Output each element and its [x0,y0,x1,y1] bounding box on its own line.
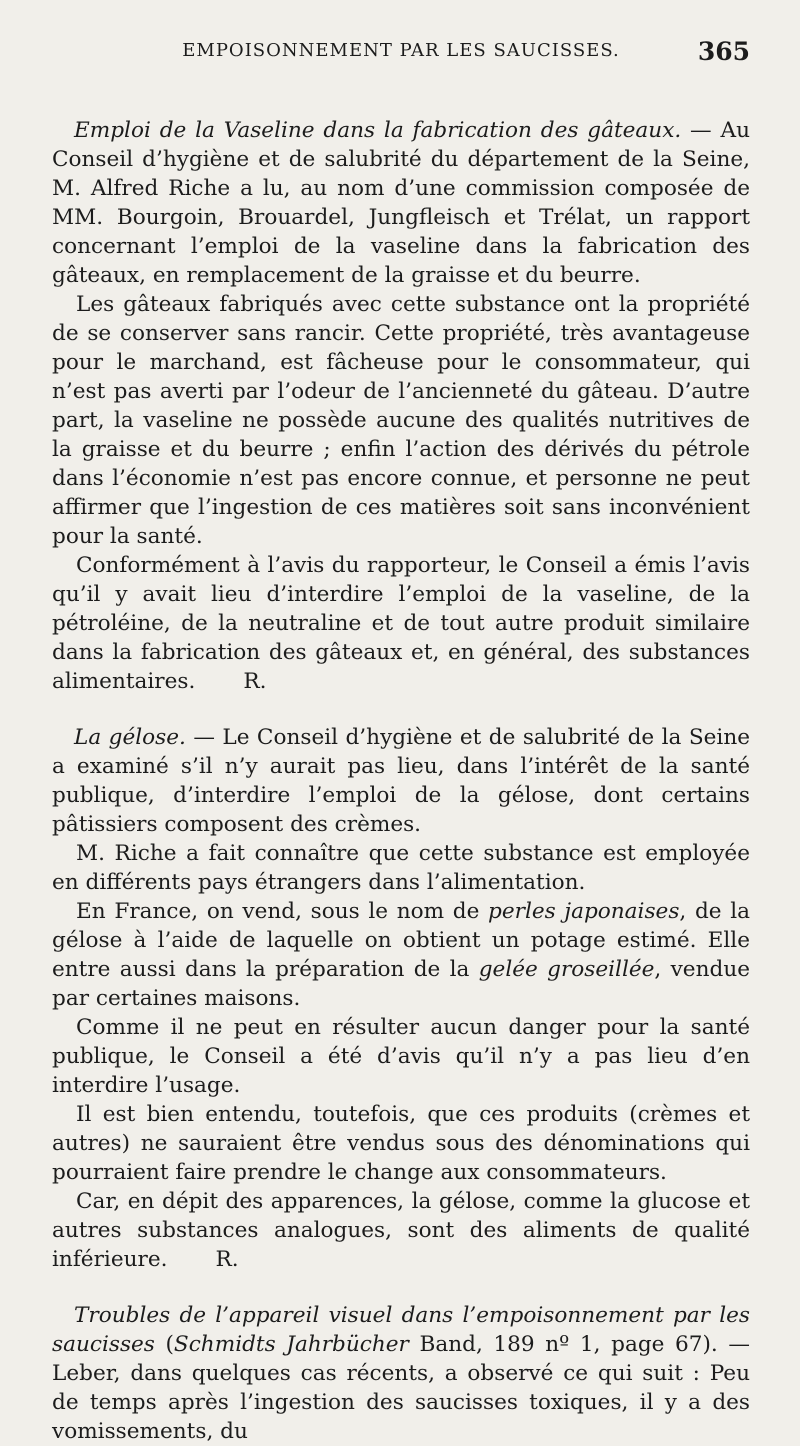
gelose-text-1: — Le Conseil d’hygiène et de salubrité de la Seine a examiné s’il n’y aurait pas lieu, dans l’intérêt de la santé publique, d’interdire l’emploi de la gélose, dont certains pâtissiers composent des crèmes. [52,725,750,837]
gelee-groseillee-term: gelée groseillée [478,957,655,982]
vaseline-text-1: — Au Conseil d’hygiène et de salubrité du département de la Seine, M. Alfred Riche a lu, au nom d’une commission composée de MM. Bourgoin, Brouardel, Jungfleisch et Trélat, un rapport concernant l’emploi de la vaseline dans la fabrication des gâteaux, en remplacement de la graisse et du beurre. [52,118,750,288]
section-troubles [52,1301,750,1446]
page-number: 365 [697,37,750,66]
gelose-text-3b: , de la gélose à l’aide de laquelle on obtient un potage estimé. Elle entre aussi dans la préparation de la [52,899,750,982]
vaseline-title: Emploi de la Vaseline dans la fabrication des gâteaux. [74,118,682,143]
troubles-text-1: — Leber, dans quelques cas récents, a observé ce qui suit : Peu de temps après l’ingestion des saucisses toxiques, il y a des vomissements, du [52,1332,750,1444]
vaseline-paragraph-3 [52,551,750,696]
gelose-title: La gélose. [74,725,186,750]
book-page [0,37,800,1444]
gelose-paragraph-6 [52,1187,750,1274]
troubles-source-rest: Band, 189 nº 1, page 67). [408,1332,718,1357]
gelose-text-6: Car, en dépit des apparences, la gélose, comme la glucose et autres substances analogues, sont des aliments de qualité inférieure. [52,1189,750,1272]
vaseline-paragraph-1 [52,116,750,290]
vaseline-paragraph-2: Les gâteaux fabriqués avec cette substance ont la propriété de se conserver sans rancir. Cette propriété, très avantageuse pour le marchand, est fâcheuse pour le consommateur, qui n’est pas averti par l’odeur de l’ancienneté du gâteau. D’autre part, la vaseline ne possède aucune des qualités nutritives de la graisse et du beurre ; enfin l’action des dérivés du pétrole dans l’économie n’est pas encore connue, et personne ne peut affirmer que l’ingestion de ces matières soit sans inconvénient pour la santé. [52,292,750,549]
section-vaseline [52,116,750,696]
vaseline-text-3: Conformément à l’avis du rapporteur, le Conseil a émis l’avis qu’il y avait lieu d’interdire l’emploi de la vaseline, de la pétroléine, de la neutraline et de tout autre produit similaire dans la fabrication des gâteaux et, en général, des substances alimentaires. [52,553,750,694]
troubles-title: Troubles de l’appareil visuel dans l’empoisonnement par les saucisses [52,1303,750,1357]
gelose-paragraph-4: Comme il ne peut en résulter aucun danger pour la santé publique, le Conseil a été d’avis qu’il n’y a pas lieu d’en interdire l’usage. [52,1015,750,1098]
gelose-paragraph-1 [52,723,750,839]
gelose-text-3a: En France, on vend, sous le nom de [76,899,489,924]
vaseline-signature: R. [243,669,267,694]
gelose-paragraph-2: M. Riche a fait connaître que cette substance est employée en différents pays étrangers dans l’alimentation. [52,841,750,895]
gelose-paragraph-3 [52,897,750,1013]
gelose-text-3c: , vendue par certaines maisons. [52,957,751,1011]
section-gelose [52,723,750,1274]
gelose-signature: R. [215,1247,239,1272]
running-head [52,37,750,80]
section-divider [52,696,750,723]
troubles-source-open: ( [154,1332,174,1357]
journal-name: Schmidts Jahrbücher [173,1332,409,1357]
perles-japonaises-term: perles japonaises [488,899,680,924]
gelose-paragraph-5: Il est bien entendu, toutefois, que ces produits (crèmes et autres) ne sauraient être vendus sous des dénominations qui pourraient faire prendre le change aux consommateurs. [52,1102,750,1185]
troubles-paragraph-1 [52,1301,750,1446]
running-title: EMPOISONNEMENT PAR LES SAUCISSES. [182,40,620,61]
section-divider [52,1274,750,1301]
